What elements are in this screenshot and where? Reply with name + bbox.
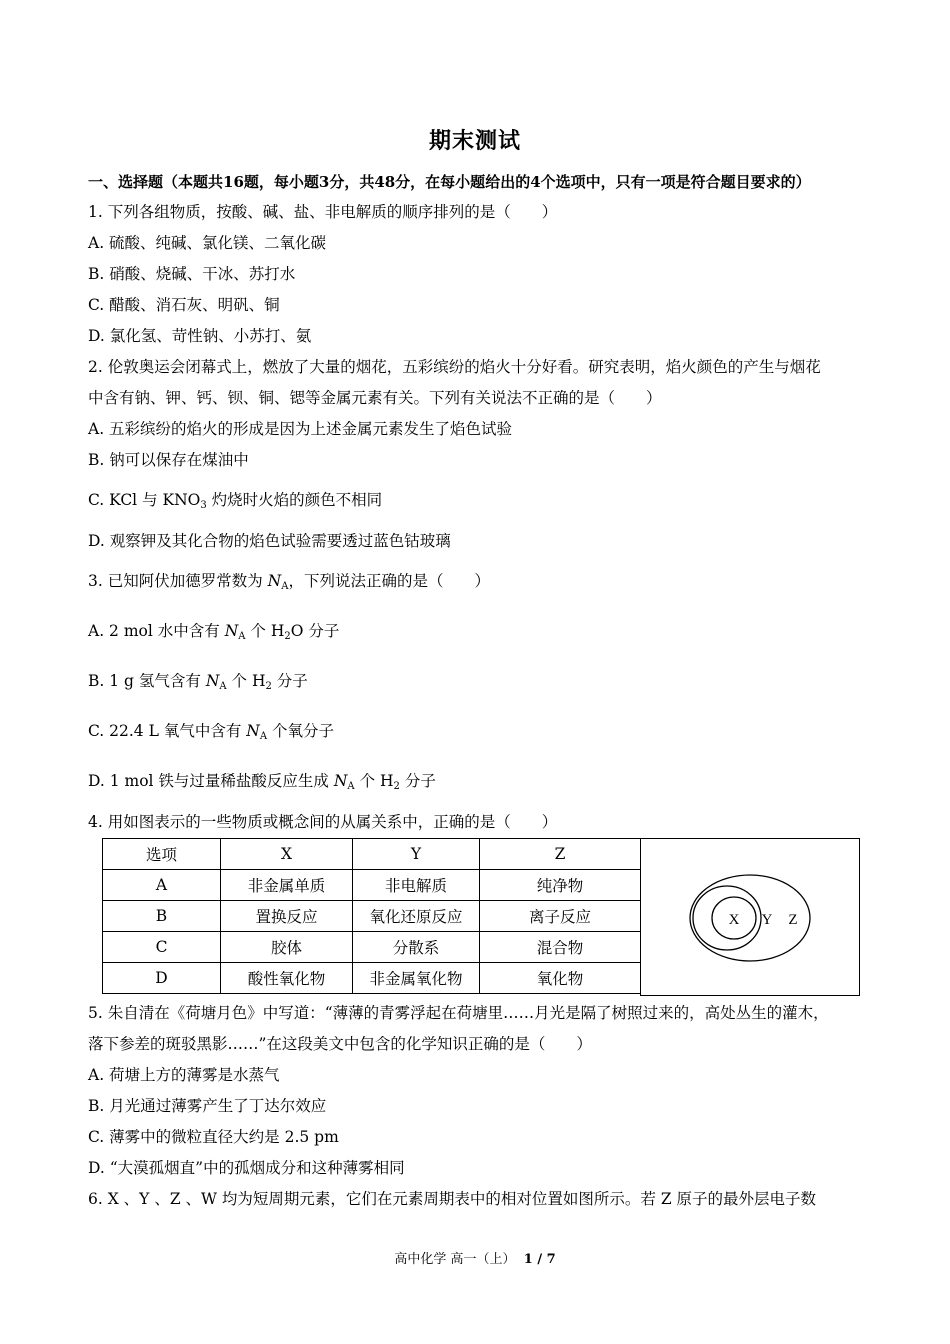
q1-option-a: A. 硫酸、纯碱、氯化镁、二氧化碳 bbox=[88, 234, 327, 252]
venn-label-z: Z bbox=[788, 912, 798, 928]
q2-stem-line1: 2. 伦敦奥运会闭幕式上，燃放了大量的烟花，五彩缤纷的焰火十分好看。研究表明，焰火颜色的产生与烟花 bbox=[88, 358, 821, 376]
q2-option-c: C. KCl 与 $KNO_3$ 灼烧时火焰的颜色不相同 bbox=[88, 491, 383, 511]
table-header-row bbox=[103, 839, 641, 870]
q6-stem-line1: 6. X 、Y 、Z 、W 均为短周期元素，它们在元素周期表中的相对位置如图所示。若 Z 原子的最外层电子数 bbox=[88, 1190, 817, 1208]
q3-stem: 3. 已知阿伏加德罗常数为 $N_A$，下列说法正确的是（ ） bbox=[88, 572, 490, 592]
table-cell: C bbox=[103, 932, 221, 963]
q5-option-d: D. “大漠孤烟直”中的孤烟成分和这种薄雾相同 bbox=[88, 1159, 405, 1177]
q2-option-a: A. 五彩缤纷的焰火的形成是因为上述金属元素发生了焰色试验 bbox=[88, 420, 513, 438]
q3-option-d: D. 1 mol 铁与过量稀盐酸反应生成 $N_A$ 个 $H_2$ 分子 bbox=[88, 772, 436, 792]
table-cell: 置换反应 bbox=[221, 901, 353, 932]
footer-subject: 高中化学 高一（上） bbox=[394, 1252, 516, 1267]
page-footer bbox=[0, 1248, 950, 1267]
table-cell: 混合物 bbox=[480, 932, 641, 963]
venn-diagram-box bbox=[640, 838, 860, 996]
table-header-cell: Y bbox=[353, 839, 480, 870]
table-row bbox=[103, 932, 641, 963]
venn-label-x: X bbox=[728, 912, 740, 928]
q5-stem-line2: 落下参差的斑驳黑影……”在这段美文中包含的化学知识正确的是（ ） bbox=[88, 1035, 592, 1053]
q1-option-d: D. 氯化氢、苛性钠、小苏打、氨 bbox=[88, 327, 312, 345]
table-row bbox=[103, 963, 641, 994]
venn-label-y: Y bbox=[761, 912, 773, 928]
q1-stem: 1. 下列各组物质，按酸、碱、盐、非电解质的顺序排列的是（ ） bbox=[88, 203, 558, 221]
table-cell: A bbox=[103, 870, 221, 901]
page-title: 期末测试 bbox=[428, 128, 521, 154]
q2-option-b: B. 钠可以保存在煤油中 bbox=[88, 451, 249, 469]
q2-stem-line2: 中含有钠、钾、钙、钡、铜、锶等金属元素有关。下列有关说法不正确的是（ ） bbox=[88, 389, 662, 407]
venn-diagram bbox=[641, 839, 859, 995]
q5-option-c: C. 薄雾中的微粒直径大约是 2.5 pm bbox=[88, 1128, 339, 1146]
table-cell: D bbox=[103, 963, 221, 994]
q3-option-a: A. 2 mol 水中含有 $N_A$ 个 $H_2O$ 分子 bbox=[88, 622, 340, 642]
q2-option-d: D. 观察钾及其化合物的焰色试验需要透过蓝色钴玻璃 bbox=[88, 532, 451, 550]
q3-option-c: C. 22.4 L 氧气中含有 $N_A$ 个氧分子 bbox=[88, 722, 334, 742]
table-cell: 氧化还原反应 bbox=[353, 901, 480, 932]
table-cell: 离子反应 bbox=[480, 901, 641, 932]
table-cell: 非电解质 bbox=[353, 870, 480, 901]
venn-ellipse-y bbox=[693, 886, 761, 950]
q1-option-c: C. 醋酸、消石灰、明矾、铜 bbox=[88, 296, 280, 314]
table-row bbox=[103, 901, 641, 932]
table-cell: 分散系 bbox=[353, 932, 480, 963]
table-cell: B bbox=[103, 901, 221, 932]
q4-stem: 4. 用如图表示的一些物质或概念间的从属关系中，正确的是（ ） bbox=[88, 813, 558, 831]
q5-option-b: B. 月光通过薄雾产生了丁达尔效应 bbox=[88, 1097, 327, 1115]
section-heading: 一、选择题（本题共16题，每小题3分，共48分，在每小题给出的4个选项中，只有一项是符合题目要求的） bbox=[88, 173, 811, 191]
table-header-cell: Z bbox=[480, 839, 641, 870]
table-cell: 酸性氧化物 bbox=[221, 963, 353, 994]
table-cell: 非金属单质 bbox=[221, 870, 353, 901]
table-row bbox=[103, 870, 641, 901]
q5-stem-line1: 5. 朱自清在《荷塘月色》中写道：“薄薄的青雾浮起在荷塘里……月光是隔了树照过来的，高处丛生的灌木， bbox=[88, 1004, 829, 1022]
table-header-cell: X bbox=[221, 839, 353, 870]
q5-option-a: A. 荷塘上方的薄雾是水蒸气 bbox=[88, 1066, 280, 1084]
page-number: 1 / 7 bbox=[523, 1252, 556, 1267]
table-cell: 氧化物 bbox=[480, 963, 641, 994]
table-cell: 胶体 bbox=[221, 932, 353, 963]
table-cell: 纯净物 bbox=[480, 870, 641, 901]
q1-option-b: B. 硝酸、烧碱、干冰、苏打水 bbox=[88, 265, 296, 283]
table-cell: 非金属氧化物 bbox=[353, 963, 480, 994]
q4-options-table bbox=[102, 838, 641, 994]
q3-option-b: B. 1 g 氢气含有 $N_A$ 个 $H_2$ 分子 bbox=[88, 672, 308, 692]
table-header-cell: 选项 bbox=[103, 839, 221, 870]
